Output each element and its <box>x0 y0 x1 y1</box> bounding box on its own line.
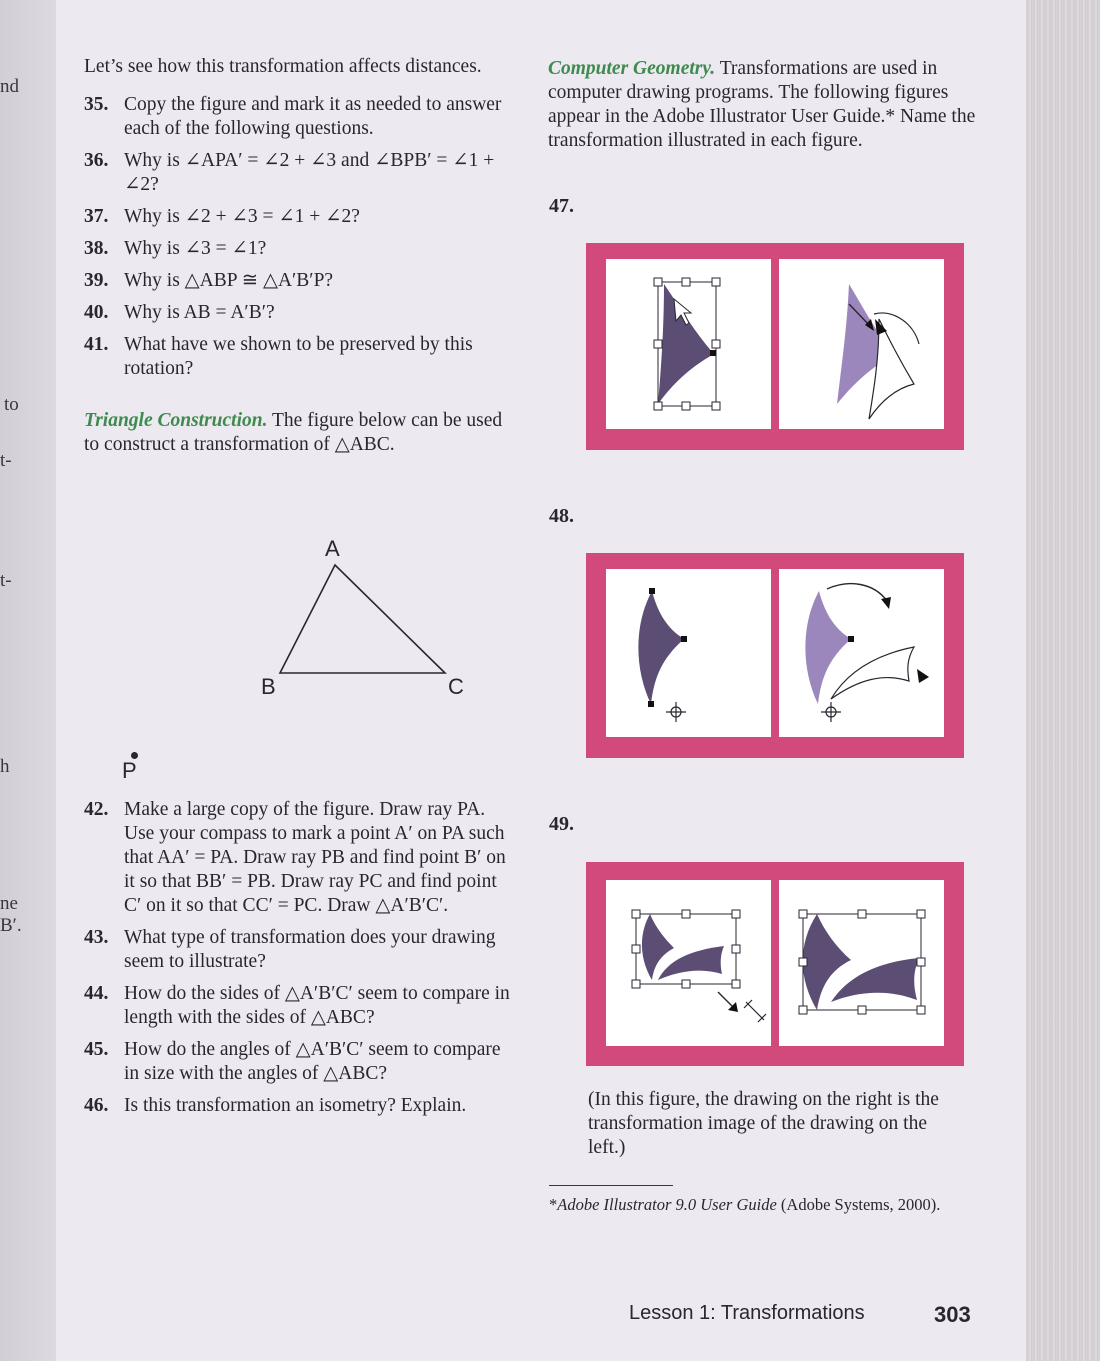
computer-geometry-paragraph <box>548 57 980 153</box>
figure-49-left-drawing <box>606 880 771 1046</box>
intro-text: Let’s see how this transformation affects distances. <box>84 56 482 77</box>
triangle-construction-paragraph <box>84 409 514 457</box>
figure-number-48: 48. <box>549 505 574 527</box>
anchor-point <box>649 588 655 594</box>
figure-48-left-box <box>606 569 771 737</box>
question-number: 37. <box>84 206 109 227</box>
question-text: Why is AB = A′B′? <box>124 302 275 323</box>
footnote-title: Adobe Illustrator 9.0 User Guide <box>557 1195 777 1214</box>
rotation-arrow <box>827 584 887 601</box>
question-37 <box>84 205 514 229</box>
anchor-point <box>848 636 854 642</box>
footnote <box>549 1194 969 1215</box>
question-45 <box>84 1038 514 1086</box>
question-text: What type of transformation does your drawing seem to illustrate? <box>124 927 496 972</box>
figure-49-right-box <box>779 880 944 1046</box>
question-40 <box>84 301 514 325</box>
question-text: Why is △ABP ≅ △A′B′P? <box>124 270 334 291</box>
question-number: 46. <box>84 1095 109 1116</box>
figure-47-right-drawing <box>779 259 944 429</box>
question-number: 41. <box>84 334 109 355</box>
footer-lesson-title: Lesson 1: Transformations <box>629 1302 865 1324</box>
section-text: The figure below can be used to construct a transformation of △ABC. <box>84 410 503 455</box>
vertex-label-a: A <box>325 536 340 561</box>
margin-fragment: t- <box>0 450 12 471</box>
question-42 <box>84 798 514 918</box>
anchor-point <box>681 636 687 642</box>
cursor-arrow-icon <box>917 669 929 683</box>
figure-48-right-box <box>779 569 944 737</box>
question-text: Why is ∠3 = ∠1? <box>124 238 267 259</box>
right-column-intro <box>548 57 980 153</box>
question-text: Is this transformation an isometry? Explain. <box>124 1095 467 1116</box>
figure-49-caption: (In this figure, the drawing on the right is the transformation image of the drawing on the left.) <box>588 1089 939 1158</box>
previous-page-edge <box>0 0 56 1361</box>
arrowhead-icon <box>881 597 891 609</box>
question-number: 45. <box>84 1039 109 1060</box>
margin-fragment: ne <box>0 893 18 914</box>
question-number: 35. <box>84 94 109 115</box>
question-number: 39. <box>84 270 109 291</box>
margin-fragment: nd <box>0 76 19 97</box>
question-text: How do the angles of △A′B′C′ seem to compare in size with the angles of △ABC? <box>124 1039 501 1084</box>
anchor-point <box>710 350 716 356</box>
figure-49-right-drawing <box>779 880 944 1046</box>
figure-47-left-box <box>606 259 771 429</box>
section-heading: Computer Geometry. <box>548 58 716 79</box>
figure-48-panel <box>586 553 964 758</box>
footnote-rest: (Adobe Systems, 2000). <box>776 1195 941 1214</box>
question-number: 38. <box>84 238 109 259</box>
question-number: 42. <box>84 799 109 820</box>
vertex-label-b: B <box>261 674 276 699</box>
original-shape <box>638 591 684 704</box>
vertex-label-c: C <box>448 674 464 699</box>
question-text: What have we shown to be preserved by this rotation? <box>124 334 473 379</box>
question-39 <box>84 269 514 293</box>
question-text: Why is ∠2 + ∠3 = ∠1 + ∠2? <box>124 206 360 227</box>
figure-number-47: 47. <box>549 195 574 217</box>
figure-48-right-drawing <box>779 569 944 737</box>
question-number: 40. <box>84 302 109 323</box>
question-text: Make a large copy of the figure. Draw ray PA. Use your compass to mark a point A′ on PA such that AA′ = PA. Draw ray PB and find point B′ on it so that BB′ = PB. Draw ray PC and find point C′ on it so that CC′ = PC. Draw △A′B′C′. <box>124 799 506 916</box>
figure-number-49: 49. <box>549 813 574 835</box>
question-text: Copy the figure and mark it as needed to answer each of the following questions. <box>124 94 502 139</box>
figure-47-panel <box>586 243 964 450</box>
question-35 <box>84 93 514 141</box>
triangle-abc-figure <box>240 530 500 790</box>
left-column-upper <box>84 55 514 457</box>
figure-47-right-box <box>779 259 944 429</box>
question-text: How do the sides of △A′B′C′ seem to compare in length with the sides of △ABC? <box>124 983 510 1028</box>
question-38 <box>84 237 514 261</box>
question-43 <box>84 926 514 974</box>
resize-cursor-icon <box>744 1000 766 1022</box>
question-text: Why is ∠APA′ = ∠2 + ∠3 and ∠BPB′ = ∠1 + ∠2? <box>124 150 495 195</box>
anchor-point <box>648 701 654 707</box>
question-number: 44. <box>84 983 109 1004</box>
margin-fragment: t- <box>0 570 12 591</box>
figure-48-left-drawing <box>606 569 771 737</box>
crosshair-icon <box>821 702 841 722</box>
page-number: 303 <box>934 1302 971 1327</box>
triangle-abc <box>280 565 445 673</box>
crosshair-icon <box>666 702 686 722</box>
margin-fragment: B′. <box>0 915 22 936</box>
rotated-outline-shape <box>831 647 914 699</box>
scale-arrow <box>718 992 734 1008</box>
question-number: 36. <box>84 150 109 171</box>
section-text: Transformations are used in computer drawing programs. The following figures appear in the Adobe Illustrator User Guide.* Name the transformation illustrated in each figure. <box>548 58 976 151</box>
figure-49-left-box <box>606 880 771 1046</box>
point-label-p: P <box>122 758 137 783</box>
margin-fragment: to <box>4 394 19 415</box>
scaled-shape-2 <box>831 958 919 1002</box>
left-column-lower <box>84 790 514 1118</box>
question-number: 43. <box>84 927 109 948</box>
footnote-rule <box>549 1185 673 1186</box>
question-36 <box>84 149 514 197</box>
section-heading: Triangle Construction. <box>84 410 268 431</box>
footnote-star: * <box>549 1195 558 1214</box>
figure-47-left-drawing <box>606 259 771 429</box>
book-spine <box>1026 0 1100 1361</box>
question-46 <box>84 1094 514 1118</box>
figure-49-panel <box>586 862 964 1066</box>
margin-fragment: h <box>0 756 10 777</box>
selected-shape <box>658 284 714 404</box>
question-44 <box>84 982 514 1030</box>
triangle-drawing <box>240 530 500 790</box>
question-41 <box>84 333 514 381</box>
